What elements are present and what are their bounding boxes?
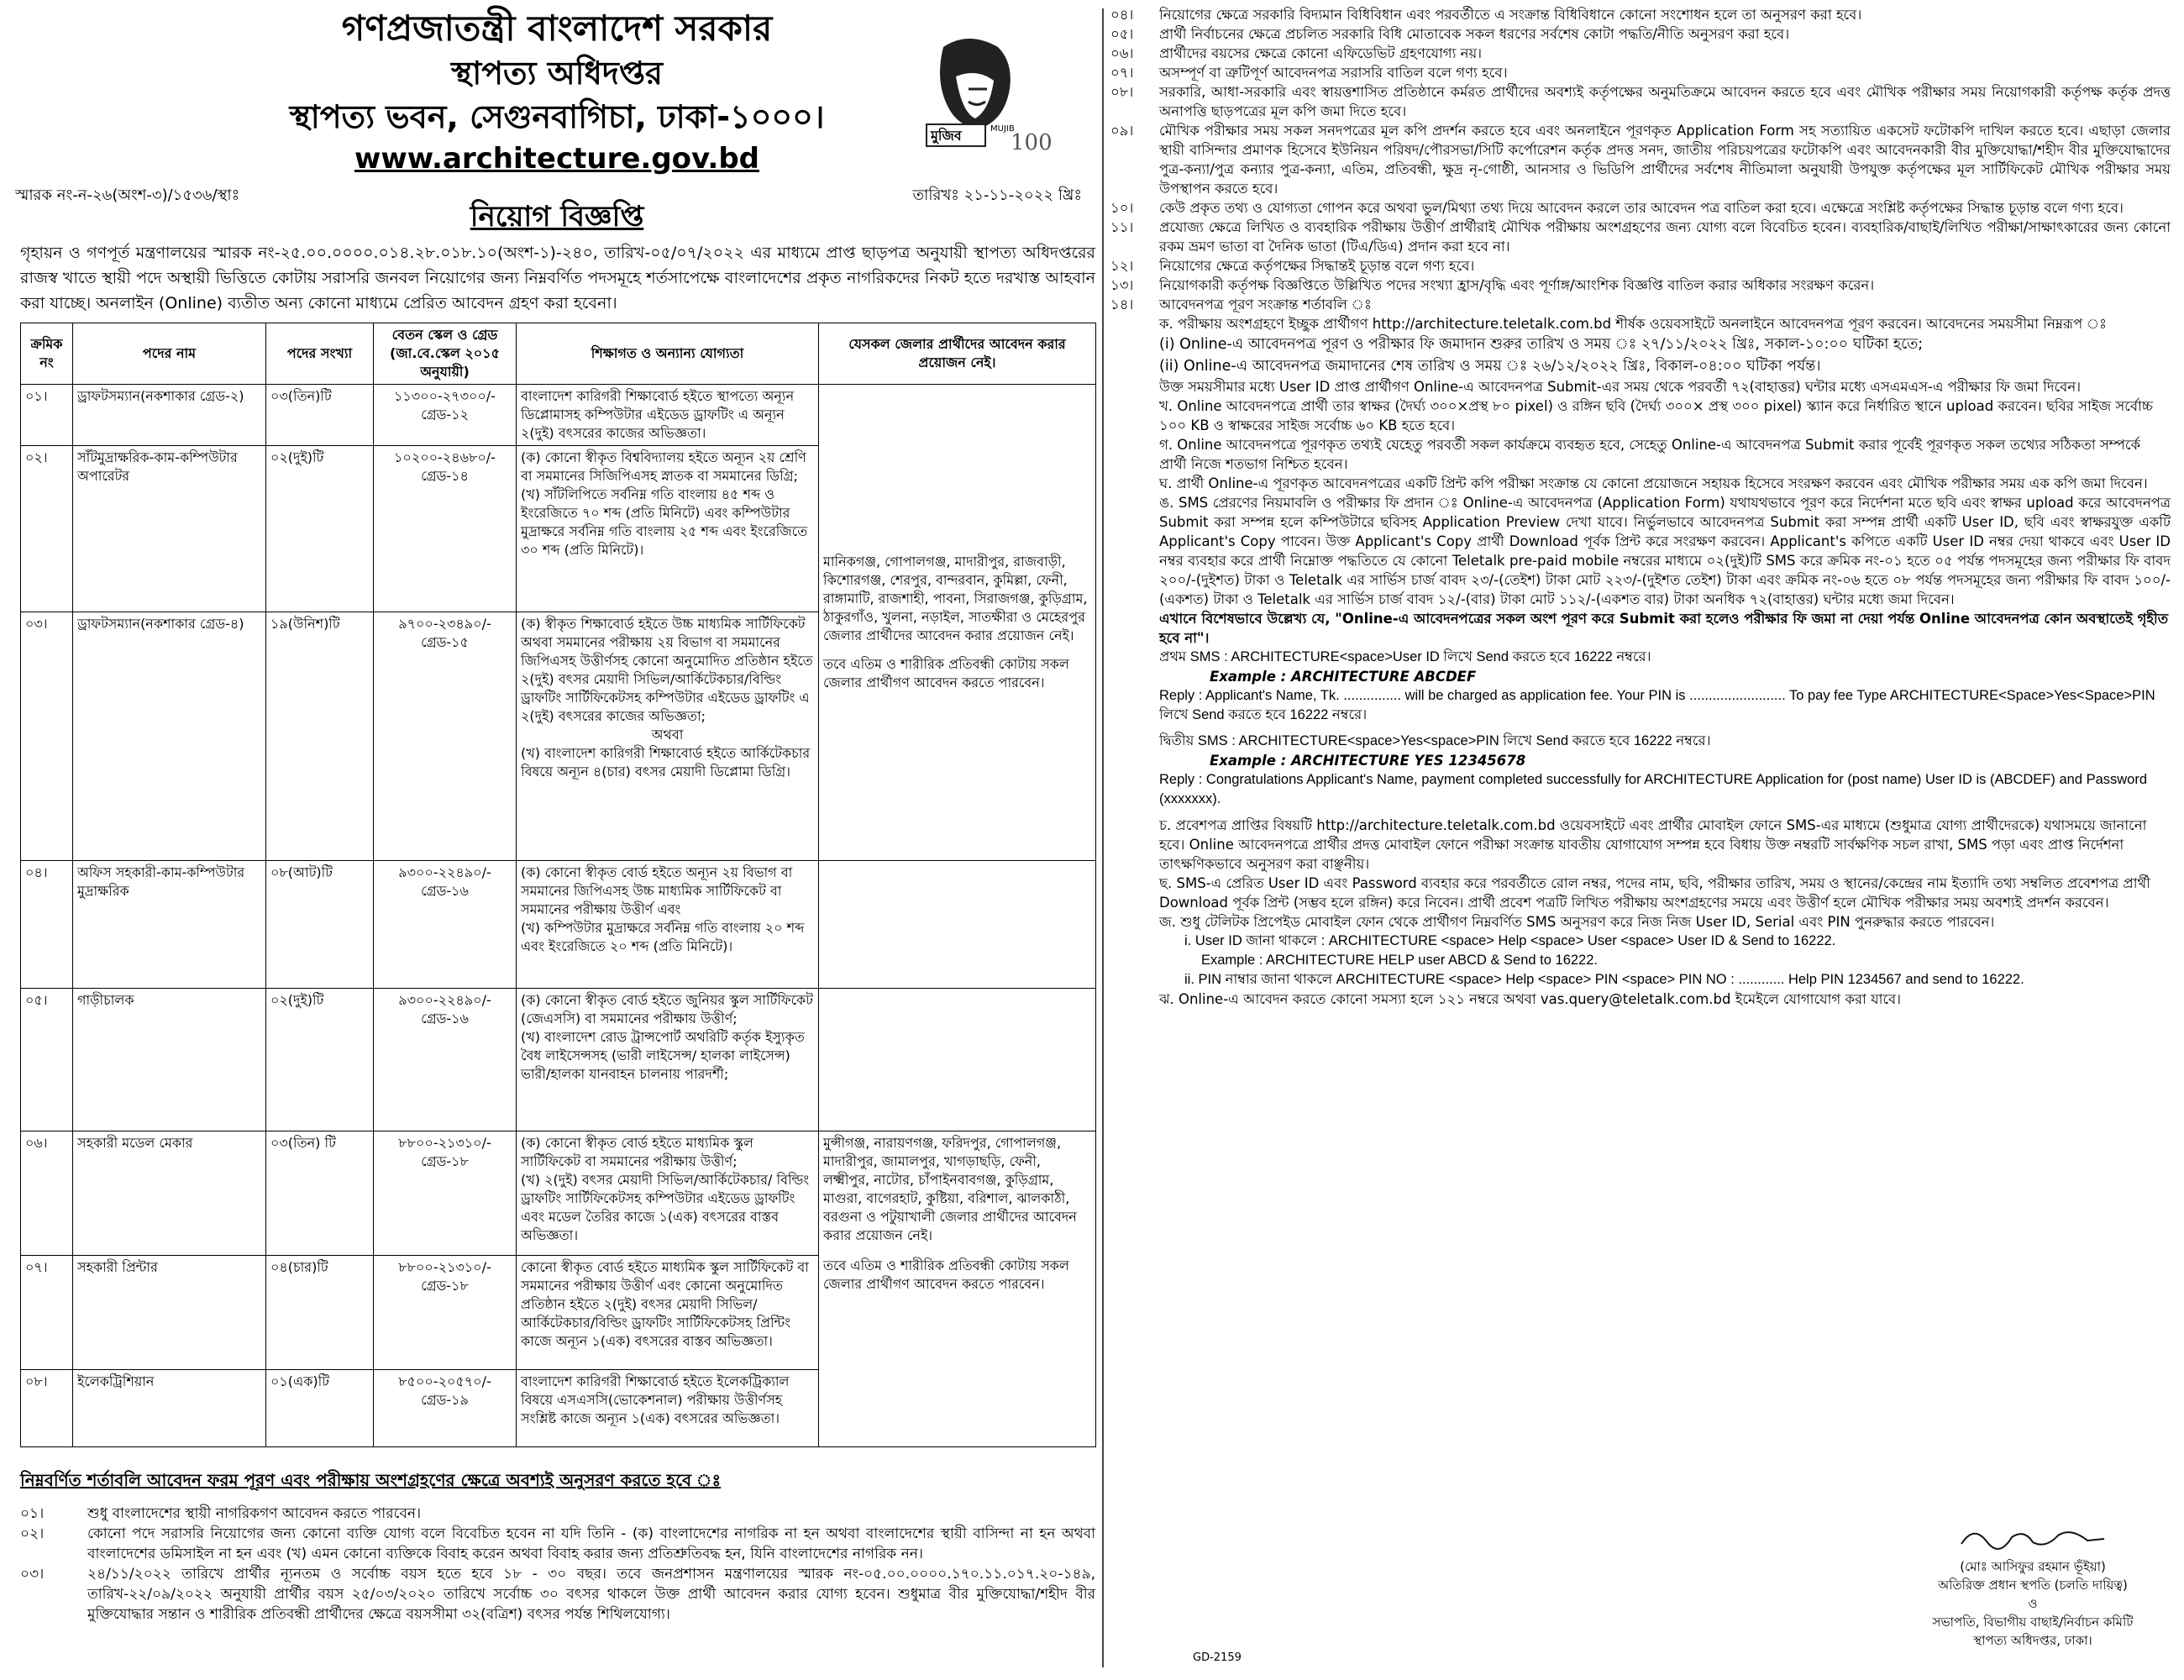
qualification-item: (খ) বাংলাদেশ কারিগরী শিক্ষাবোর্ড হইতে আর্কিটেকচার বিষয়ে অন্যূন ৪(চার) বৎসর মেয়াদী ডিপ্লোমা ডিগ্রি। xyxy=(521,745,811,780)
row-qualification xyxy=(517,612,819,861)
condition-number: ০৩। xyxy=(20,1566,45,1583)
qualification-item: কোনো স্বীকৃত বোর্ড হইতে মাধ্যমিক স্কুল সার্টিফিকেট বা সমমানের পরীক্ষায় উত্তীর্ণ এবং কোনো অনুমোদিত প্রতিষ্ঠান হইতে ২(দুই) বৎসর মেয়াদী সিভিল/আর্কিটেকচার/বিল্ডিং ড্রাফটিং সার্টিফিকেটসহ প্রিন্টিং কাজে অন্যূন ১(এক) বৎসরের বাস্তব অভিজ্ঞতা। xyxy=(521,1259,809,1349)
memo-number: স্মারক নং-ন-২৬(অংশ-৩)/১৫৩৬/স্থাঃ xyxy=(15,186,240,204)
grade: গ্রেড-১৬ xyxy=(421,1011,469,1026)
instruction-cha: চ. প্রবেশপত্র প্রাপ্তির বিষয়টি http://architecture.teletalk.com.bd ওয়েবসাইটে এবং প্রার্থীর মোবাইল ফোনে SMS-এর মাধ্যমে (শুধুমাত্র যোগ্য প্রার্থীদেরকে) যথাসময়ে জানানো হবে। Online আবেদনপত্রে প্রার্থীর প্রদত্ত মোবাইল ফোনে পরীক্ষা সংক্রান্ত যাবতীয় যোগাযোগ সম্পন্ন হবে বিধায় উক্ত নম্বরটি সার্বক্ষণিক সচল রাখা, SMS পড়া এবং প্রাপ্ত নির্দেশনা তাৎক্ষণিকভাবে অনুসরণ করা বাঞ্ছনীয়। xyxy=(1159,817,2147,872)
row-qualification xyxy=(517,1131,819,1256)
instruction-uma-emphasis: এখানে বিশেষভাবে উল্লেখ্য যে, "Online-এ আবেদনপত্রের সকল অংশ পূরণ করে Submit করা হলেও পরীক্ষার ফি জমা না দেয়া পর্যন্ত Online আবেদনপত্র কোন অবস্থাতেই গৃহীত হবে না"। xyxy=(1159,611,2169,646)
mujib-centenary-logo-icon xyxy=(910,30,1053,156)
grade: গ্রেড-১৯ xyxy=(421,1392,469,1408)
instruction-ka: ক. পরীক্ষায় অংশগ্রহণে ইচ্ছুক প্রার্থীগণ http://architecture.teletalk.com.bd শীর্ষক ওয়েবসাইটে অনলাইনে আবেদনপত্র পূরণ করবেন। আবেদনের সময়সীমা নিম্নরূপ ঃ xyxy=(1159,316,2107,332)
qualification-item: (খ) সাঁটলিপিতে সর্বনিম্ন গতি বাংলায় ৪৫ শব্দ ও ইংরেজিতে ৭০ শব্দ (প্রতি মিনিটে) এবং কম্পিউটার মুদ্রাক্ষরে সর্বনিম্ন গতি বাংলায় ২৫ শব্দ এবং ইংরেজিতে ৩০ শব্দ (প্রতি মিনিটে)। xyxy=(521,486,808,558)
condition-text: নিয়োগকারী কর্তৃপক্ষ বিজ্ঞপ্তিতে উল্লিখিত পদের সংখ্যা হ্রাস/বৃদ্ধি এবং পূর্ণাঙ্গ/আংশিক বিজ্ঞপ্তি বাতিল করার অধিকার সংরক্ষণ করেন। xyxy=(1159,277,1875,293)
condition-item xyxy=(20,1504,1095,1524)
grade: গ্রেড-১৪ xyxy=(421,468,469,484)
condition-item xyxy=(1110,63,2171,82)
condition-text: নিয়োগের ক্ষেত্রে সরকারি বিদ্যমান বিধিবিধান এবং পরবর্তীতে এ সংক্রান্ত বিধিবিধানে কোনো সংশোধন হলে তা অনুসরণ করা হবে। xyxy=(1159,7,1862,23)
grade: গ্রেড-১২ xyxy=(421,407,469,423)
col-post-count: পদের সংখ্যা xyxy=(266,323,374,385)
table-row xyxy=(21,861,1096,989)
districts-empty-cell xyxy=(819,861,1096,989)
left-column xyxy=(15,5,1099,1668)
pay-scale: ১১৩০০-২৭৩০০/- xyxy=(394,388,496,404)
conditions-right xyxy=(1110,5,2171,1009)
department-address: স্থাপত্য ভবন, সেগুনবাগিচা, ঢাকা-১০০০। xyxy=(289,98,825,135)
row-serial: ০৬। xyxy=(21,1131,73,1256)
qualification-item: বাংলাদেশ কারিগরী শিক্ষাবোর্ড হইতে স্থাপত্যে অন্যূন ডিপ্লোমাসহ কম্পিউটার এইডেড ড্রাফটিং এ অন্যূন ২(দুই) বৎসরের কাজের অভিজ্ঞতা। xyxy=(521,388,795,441)
qualification-item: (ক) স্বীকৃত শিক্ষাবোর্ড হইতে উচ্চ মাধ্যমিক সার্টিফিকেট অথবা সমমানের পরীক্ষায় ২য় বিভাগ বা সমমানের জিপিএসহ উত্তীর্ণসহ কোনো অনুমোদিত প্রতিষ্ঠান হইতে ২(দুই) বৎসর মেয়াদী সিভিল/আর্কিটেকচার/বিল্ডিং ড্রাফটিং সার্টিফিকেটসহ কম্পিউটার এইডেড ড্রাফটিং এ ২(দুই) বৎসরের কাজের অভিজ্ঞতা; xyxy=(521,616,813,724)
condition-item xyxy=(1110,5,2171,24)
instruction-end-date: (ii) Online-এ আবেদনপত্র জমাদানের শেষ তারিখ ও সময় ঃ ২৬/১২/২০২২ খ্রিঃ, বিকাল-০৪:০০ ঘটিকা পর্যন্ত। xyxy=(1159,358,1821,375)
row-serial: ০৪। xyxy=(21,861,73,989)
condition-item xyxy=(1110,44,2171,63)
row-serial: ০৭। xyxy=(21,1256,73,1370)
col-post-name: পদের নাম xyxy=(73,323,266,385)
district-list: মানিকগঞ্জ, গোপালগঞ্জ, মাদারীপুর, রাজবাড়ী, কিশোরগঞ্জ, শেরপুর, বান্দরবান, কুমিল্লা, ফেনী, রাঙ্গামাটি, রাজশাহী, পাবনা, সিরাজগঞ্জ, কুড়িগ্রাম, ঠাকুরগাঁও, খুলনা, নড়াইল, সাতক্ষীরা ও মেহেরপুর জেলার প্রার্থীদের আবেদন করার প্রয়োজন নেই। xyxy=(823,554,1088,643)
first-sms-example: Example : ARCHITECTURE ABCDEF xyxy=(1210,669,1477,685)
condition-number: ০৬। xyxy=(1110,45,1134,61)
table-row xyxy=(21,385,1096,446)
grade: গ্রেড-১৮ xyxy=(421,1153,469,1169)
condition-number: ১১। xyxy=(1110,219,1134,235)
districts-excluded-b xyxy=(819,1131,1096,1447)
row-pay-scale xyxy=(374,1131,517,1256)
conditions-title: নিম্নবর্ণিত শর্তাবলি আবেদন ফরম পূরণ এবং পরীক্ষায় অংশগ্রহণের ক্ষেত্রে অবশ্যই অনুসরণ করতে হবে ঃ xyxy=(20,1470,722,1490)
condition-number: ১৩। xyxy=(1110,277,1134,293)
row-post-count: ০৪(চার)টি xyxy=(266,1256,374,1370)
qualification-item: (খ) কম্পিউটার মুদ্রাক্ষরে সর্বনিম্ন গতি বাংলায় ২০ শব্দ এবং ইংরেজিতে ২০ শব্দ (প্রতি মিনিটে)। xyxy=(521,920,805,954)
pay-scale: ৯৭০০-২৩৪৯০/- xyxy=(398,616,491,632)
condition-text: কোনো পদে সরাসরি নিয়োগের জন্য কোনো ব্যক্তি যোগ্য বলে বিবেচিত হবেন না যদি তিনি - (ক) বাংলাদেশের নাগরিক না হন অথবা বাংলাদেশের স্থায়ী বাসিন্দা না হন অথবা বাংলাদেশের ডমিসাইল না হন এবং (খ) এমন কোনো ব্যক্তিকে বিবাহ করেন অথবা বিবাহ করার জন্য প্রতিশ্রুতিবদ্ধ হন, যিনি বাংলাদেশের নাগরিক নন। xyxy=(87,1525,1095,1562)
condition-number: ০৫। xyxy=(1110,26,1134,42)
condition-item xyxy=(20,1524,1095,1564)
second-sms: দ্বিতীয় SMS : ARCHITECTURE<space>Yes<space>PIN লিখে Send করতে হবে 16222 নম্বরে। xyxy=(1159,733,1711,748)
condition-text: শুধু বাংলাদেশের স্থায়ী নাগরিকগণ আবেদন করতে পারবেন। xyxy=(87,1505,422,1522)
column-divider xyxy=(1102,8,1104,1667)
row-qualification xyxy=(517,861,819,989)
condition-text: মৌখিক পরীক্ষার সময় সকল সনদপত্রের মূল কপি প্রদর্শন করতে হবে এবং অনলাইনে পূরণকৃত Application Form সহ সত্যায়িত একসেট ফটোকপি দাখিল করতে হবে। এছাড়া জেলার স্থায়ী বাসিন্দার প্রমাণক হিসেবে ইউনিয়ন পরিষদ/পৌরসভা/সিটি কর্পোরেশন কর্তৃক প্রদত্ত সনদ, জাতীয় পরিচয়পত্রের ফটোকপি এবং আবেদনকারী বীর মুক্তিযোদ্ধা/শহীদ বীর মুক্তিযোদ্ধাদের পুত্র-কন্যা/পুত্র কন্যার পুত্র-কন্যা, এতিম, প্রতিবন্ধী, ক্ষুদ্র নৃ-গোষ্ঠী, আনসার ও ভিডিপি প্রার্থীদের সর্বশেষ নীতিমালা অনুযায়ী উপযুক্ত কর্তৃপক্ষের মূল সার্টিফিকেট মৌখিক পরীক্ষার সময় উপস্থাপন করতে হবে। xyxy=(1159,123,2171,197)
row-post-name: অফিস সহকারী-কাম-কম্পিউটার মুদ্রাক্ষরিক xyxy=(73,861,266,989)
pay-scale: ৮৮০০-২১৩১০/- xyxy=(398,1259,491,1275)
qualification-item: (ক) কোনো স্বীকৃত বোর্ড হইতে মাধ্যমিক স্কুল সার্টিফিকেট বা সমমানের পরীক্ষায় উত্তীর্ণ; xyxy=(521,1135,753,1169)
pay-scale: ৮৮০০-২১৩১০/- xyxy=(398,1135,491,1151)
application-instructions xyxy=(1110,314,2171,1009)
row-post-name: সহকারী মডেল মেকার xyxy=(73,1131,266,1256)
condition-text: ২৪/১১/২০২২ তারিখে প্রার্থীর ন্যূনতম ও সর্বোচ্চ বয়স হতে হবে ১৮ - ৩০ বছর। তবে জনপ্রশাসন মন্ত্রণালয়ের স্মারক নং-০৫.০০.০০০০.১৭০.১১.০১৭.২০-১৪৯, তারিখ-২২/০৯/২০২২ অনুযায়ী প্রার্থীর বয়স ২৫/০৩/২০২০ তারিখে সর্বোচ্চ ৩০ বৎসর থাকলে উক্ত প্রার্থী আবেদন করার যোগ্য হবেন। শুধুমাত্র বীর মুক্তিযোদ্ধা/শহীদ বীর মুক্তিযোদ্ধার সন্তান ও শারীরিক প্রতিবন্ধী প্রার্থীদের ক্ষেত্রে বয়সসীমা ৩২(বত্রিশ) বৎসর পর্যন্ত শিথিলযোগ্য। xyxy=(87,1566,1095,1623)
first-sms-reply: Reply : Applicant's Name, Tk. ............... will be charged as application fee. Your PIN is ......................... To pay fee Type ARCHITECTURE<Space>Yes<Space>PIN লিখে Send করতে হবে 16222 নম্বরে। xyxy=(1159,688,2155,722)
condition-item xyxy=(1110,218,2171,256)
qualification-item: (ক) কোনো স্বীকৃত বিশ্ববিদ্যালয় হইতে অন্যূন ২য় শ্রেণি বা সমমানের সিজিপিএসহ স্নাতক বা সমমানের ডিগ্রি; xyxy=(521,449,806,484)
table-row xyxy=(21,989,1096,1131)
govt-name: গণপ্রজাতন্ত্রী বাংলাদেশ সরকার xyxy=(341,8,773,49)
second-sms-example: Example : ARCHITECTURE YES 12345678 xyxy=(1210,753,1526,769)
instruction-after: উক্ত সময়সীমার মধ্যে User ID প্রাপ্ত প্রার্থীগণ Online-এ আবেদনপত্র Submit-এর সময় থেকে পরবর্তী ৭২(বাহাত্তর) ঘন্টার মধ্যে এসএমএস-এ পরীক্ষার ফি জমা দিবেন। xyxy=(1159,379,2082,395)
row-post-count: ০২(দুই)টি xyxy=(266,446,374,612)
condition-text: প্রার্থীদের বয়সের ক্ষেত্রে কোনো এফিডেভিট গ্রহণযোগ্য নয়। xyxy=(1159,45,1483,61)
district-exception: তবে এতিম ও শারীরিক প্রতিবন্ধী কোটায় সকল জেলার প্রার্থীগণ আবেদন করতে পারবেন। xyxy=(823,1257,1069,1292)
qualification-item: (খ) ২(দুই) বৎসর মেয়াদী সিভিল/আর্কিটেকচার/ বিল্ডিং ড্রাফটিং সার্টিফিকেটসহ কম্পিউটার এইডেড ড্রাফটিং এবং মডেল তৈরির কাজে ১(এক) বৎসরের বাস্তব অভিজ্ঞতা। xyxy=(521,1172,810,1243)
row-serial: ০৩। xyxy=(21,612,73,861)
memo-date: তারিখঃ ২১-১১-২০২২ খ্রিঃ xyxy=(912,186,1082,204)
svg-text:MUJIB: MUJIB xyxy=(990,124,1015,134)
notice-title: নিয়োগ বিজ্ঞপ্তি xyxy=(470,200,644,234)
row-post-count: ০২(দুই)টি xyxy=(266,989,374,1131)
condition-item xyxy=(20,1564,1095,1625)
row-qualification xyxy=(517,446,819,612)
signature-block xyxy=(1890,1520,2176,1650)
condition-text: কেউ প্রকৃত তথ্য ও যোগ্যতা গোপন করে অথবা ভুল/মিথ্যা তথ্য দিয়ে আবেদন করলে তার আবেদন পত্র বাতিল করা হবে। এক্ষেত্রে সংশ্লিষ্ট কর্তৃপক্ষের সিদ্ধান্ত চূড়ান্ত বলে গণ্য হবে। xyxy=(1159,200,2124,216)
col-districts: যেসকল জেলার প্রার্থীদের আবেদন করার প্রয়োজন নেই। xyxy=(819,323,1096,385)
row-post-name: ইলেকট্রিশিয়ান xyxy=(73,1370,266,1447)
condition-item xyxy=(1110,256,2171,276)
pay-scale: ৯৩০০-২২৪৯০/- xyxy=(398,992,491,1008)
qualification-item: (ক) কোনো স্বীকৃত বোর্ড হইতে অন্যূন ২য় বিভাগ বা সমমানের জিপিএসহ উচ্চ মাধ্যমিক সার্টিফিকেট বা সমমানের পরীক্ষায় উত্তীর্ণ এবং xyxy=(521,864,793,917)
row-pay-scale xyxy=(374,989,517,1131)
row-post-name: ড্রাফটসম্যান(নকশাকার গ্রেড-২) xyxy=(73,385,266,446)
row-post-count: ০৩(তিন) টি xyxy=(266,1131,374,1256)
condition-text: অসম্পূর্ণ বা ত্রুটিপূর্ণ আবেদনপত্র সরাসরি বাতিল বলে গণ্য হবে। xyxy=(1159,65,1508,81)
condition-item xyxy=(1110,276,2171,295)
instruction-jha: ঝ. Online-এ আবেদন করতে কোনো সমস্যা হলে ১২১ নম্বরে অথবা vas.query@teletalk.com.bd ইমেইলে যোগাযোগ করা যাবে। xyxy=(1159,991,1902,1007)
col-qualification: শিক্ষাগত ও অন্যান্য যোগ্যতা xyxy=(517,323,819,385)
condition-number: ০১। xyxy=(20,1505,45,1522)
row-pay-scale xyxy=(374,1370,517,1447)
row-qualification xyxy=(517,385,819,446)
row-pay-scale xyxy=(374,385,517,446)
footer-code: GD-2159 xyxy=(1193,1651,1242,1664)
condition-text: নিয়োগের ক্ষেত্রে কর্তৃপক্ষের সিদ্ধান্তই চূড়ান্ত বলে গণ্য হবে। xyxy=(1159,258,1475,274)
signatory-name: (মোঃ আসিফুর রহমান ভূঁইয়া) xyxy=(1960,1559,2106,1574)
conditions-left xyxy=(20,1504,1095,1625)
row-qualification xyxy=(517,1256,819,1370)
signatory-role: অতিরিক্ত প্রধান স্থপতি (চলতি দায়িত্ব) xyxy=(1938,1578,2128,1593)
signatory-office: স্থাপত্য অধিদপ্তর, ঢাকা। xyxy=(1973,1633,2092,1648)
qualification-item: (খ) বাংলাদেশ রোড ট্রান্সপোর্ট অথরিটি কর্তৃক ইস্যুকৃত বৈধ লাইসেন্সসহ (ভারী লাইসেন্স/ হালকা লাইসেন্স) ভারী/হালকা যানবাহন চালনায় পারদর্শী; xyxy=(521,1029,805,1082)
condition-item xyxy=(1110,24,2171,44)
pay-scale: ১০২০০-২৪৬৮০/- xyxy=(394,449,496,465)
row-serial: ০৮। xyxy=(21,1370,73,1447)
grade: গ্রেড-১৬ xyxy=(421,883,469,899)
instruction-ja: জ. শুধু টেলিটক প্রিপেইড মোবাইল ফোন থেকে প্রার্থীগণ নিম্নবর্ণিত SMS অনুসরণ করে নিজ নিজ User ID, Serial এবং PIN পুনরুদ্ধার করতে পারবেন। xyxy=(1159,914,1995,930)
row-post-name: সহকারী প্রিন্টার xyxy=(73,1256,266,1370)
condition-number: ১২। xyxy=(1110,258,1134,274)
row-post-count: ০৮(আট)টি xyxy=(266,861,374,989)
table-header-row xyxy=(21,323,1096,385)
row-serial: ০১। xyxy=(21,385,73,446)
instruction-kha: খ. Online আবেদনপত্রে প্রার্থী তার স্বাক্ষর (দৈর্ঘ্য ৩০০×প্রস্থ ৮০ pixel) ও রঙ্গিন ছবি (দৈর্ঘ্য ৩০০× প্রস্থ ৩০০ pixel) স্ক্যান করে নির্ধারিত স্থানে upload করবেন। ছবির সাইজ সর্বোচ্চ ১০০ KB ও স্বাক্ষরের সাইজ সর্বোচ্চ ৬০ KB হতে হবে। xyxy=(1159,398,2154,433)
col-pay-scale: বেতন স্কেল ও গ্রেড (জা.বে.স্কেল ২০১৫ অনুযায়ী) xyxy=(374,323,517,385)
row-post-name: ড্রাফটসম্যান(নকশাকার গ্রেড-৪) xyxy=(73,612,266,861)
svg-text:মুজিব: মুজিব xyxy=(931,128,962,144)
condition-text: প্রার্থী নির্বাচনের ক্ষেত্রে প্রচলিত সরকারি বিধি মোতাবেক সকল ধরণের সর্বশেষ কোটা পদ্ধতি/নীতি অনুসরণ করা হবে। xyxy=(1159,26,1790,42)
website-link[interactable]: www.architecture.gov.bd xyxy=(354,142,760,176)
qualification-item: (ক) কোনো স্বীকৃত বোর্ড হইতে জুনিয়র স্কুল সার্টিফিকেট (জেএসসি) বা সমমানের পরীক্ষায় উত্তীর্ণ; xyxy=(521,992,813,1026)
row-qualification xyxy=(517,1370,819,1447)
qualification-or: অথবা xyxy=(651,727,684,743)
condition-number: ০৭। xyxy=(1110,65,1134,81)
districts-empty-cell xyxy=(819,989,1096,1131)
grade: গ্রেড-১৫ xyxy=(421,634,469,650)
condition-number: ১৪। xyxy=(1110,297,1134,312)
first-sms: প্রথম SMS : ARCHITECTURE<space>User ID লিখে Send করতে হবে 16222 নম্বরে। xyxy=(1159,649,1651,664)
row-post-count: ০১(এক)টি xyxy=(266,1370,374,1447)
signatory-committee: সভাপতি, বিভাগীয় বাছাই/নির্বাচন কমিটি xyxy=(1932,1614,2134,1630)
instruction-ja-i-example: Example : ARCHITECTURE HELP user ABCD & Send to 16222. xyxy=(1201,953,1598,968)
pay-scale: ৮৫০০-২০৫৭০/- xyxy=(398,1373,491,1389)
condition-item xyxy=(1110,198,2171,218)
row-pay-scale xyxy=(374,612,517,861)
row-pay-scale xyxy=(374,446,517,612)
col-serial: ক্রমিক নং xyxy=(21,323,73,385)
row-serial: ০৫। xyxy=(21,989,73,1131)
condition-text: সরকারি, আধা-সরকারি এবং স্বায়ত্তশাসিত প্রতিষ্ঠানে কর্মরত প্রার্থীদের অবশ্যই কর্তৃপক্ষের অনুমতিক্রমে আবেদন করতে হবে এবং মৌখিক পরীক্ষার সময় নিয়োগকারী কর্তৃপক্ষ কর্তৃক প্রদত্ত অনাপত্তি ছাড়পত্রের মূল কপি জমা দিতে হবে। xyxy=(1159,84,2171,119)
svg-text:100: 100 xyxy=(1011,130,1053,155)
condition-number: ০৮। xyxy=(1110,84,1134,100)
instruction-ja-ii: ii. PIN নাম্বার জানা থাকলে ARCHITECTURE <space> Help <space> PIN <space> PIN NO : ............ Help PIN 1234567 and send to 16222. xyxy=(1184,972,2024,987)
district-exception: তবে এতিম ও শারীরিক প্রতিবন্ধী কোটায় সকল জেলার প্রার্থীগণ আবেদন করতে পারবেন। xyxy=(823,656,1069,690)
qualification-item: বাংলাদেশ কারিগরী শিক্ষাবোর্ড হইতে ইলেকট্রিক্যাল বিষয়ে এসএসসি(ভোকেশনাল) পরীক্ষায় উত্তীর্ণসহ সংশ্লিষ্ট কাজে অন্যূন ১(এক) বৎসরের অভিজ্ঞতা। xyxy=(521,1373,790,1426)
instruction-chha: ছ. SMS-এ প্রেরিত User ID এবং Password ব্যবহার করে পরবর্তীতে রোল নম্বর, পদের নাম, ছবি, পরীক্ষার তারিখ, সময় ও স্থানের/কেন্দ্রের নাম ইত্যাদি তথ্য সম্বলিত প্রবেশপত্র প্রার্থী Download পূর্বক প্রিন্ট (সম্ভব হলে রঙ্গিন) করে নিবেন। প্রার্থী প্রবেশ পত্রটি লিখিত পরীক্ষায় অংশগ্রহণের সময়ে এবং উত্তীর্ণ হলে মৌখিক পরীক্ষার সময় অবশ্যই প্রদর্শন করবেন। xyxy=(1159,875,2150,911)
condition-text: আবেদনপত্র পূরণ সংক্রান্ত শর্তাবলি ঃ xyxy=(1159,297,1372,312)
instruction-start-date: (i) Online-এ আবেদনপত্র পূরণ ও পরীক্ষার ফি জমাদান শুরুর তারিখ ও সময় ঃ ২৭/১১/২০২২ খ্রিঃ, সকাল-১০:০০ ঘটিকা হতে; xyxy=(1159,336,1924,353)
instruction-uma: ঙ. SMS প্রেরণের নিয়মাবলি ও পরীক্ষার ফি প্রদান ঃ Online-এ আবেদনপত্র (Application Form) যথাযথভাবে পূরণ করে নির্দেশনা মতে ছবি এবং স্বাক্ষর upload করে আবেদনপত্র Submit করা সম্পন্ন হলে কম্পিউটারে ছবিসহ Application Preview দেখা যাবে। নির্ভুলভাবে আবেদনপত্র Submit করা সম্পন্ন প্রার্থী একটি User ID, ছবি এবং স্বাক্ষরযুক্ত একটি Applicant's Copy পাবেন। উক্ত Applicant's Copy প্রার্থী Download পূর্বক প্রিন্ট করে সংরক্ষণ করবেন। Applicant's কপিতে একটি User ID নম্বর দেয়া থাকবে এবং User ID নম্বর ব্যবহার করে প্রার্থী নিম্নোক্ত পদ্ধতিতে যে কোনো Teletalk pre-paid mobile নম্বরের মাধ্যমে ০২(দুই)টি SMS করে ক্রমিক নং-০১ হতে ০৫ পর্যন্ত পদসমূহের জন্য পরীক্ষার ফি বাবদ ২০০/-(দুইশত) টাকা ও Teletalk এর সার্ভিস চার্জ বাবদ ২৩/-(তেইশ) টাকা মোট ২২৩/-(দুইশত তেইশ) টাকা এবং ক্রমিক নং-০৬ হতে ০৮ পর্যন্ত পদসমূহের জন্য পরীক্ষার ফি বাবদ ১০০/-(একশত) টাকা ও Teletalk এর সার্ভিস চার্জ বাবদ ১২/-(বার) টাকা মোট ১১২/-(একশত বার) টাকা অনধিক ৭২(বাহাত্তর) ঘন্টার মধ্যে জমা দিবেন। xyxy=(1159,495,2171,607)
row-post-count: ১৯(উনিশ)টি xyxy=(266,612,374,861)
table-row xyxy=(21,1131,1096,1256)
notice-intro: গৃহায়ন ও গণপূর্ত মন্ত্রণালয়ের স্মারক নং-২৫.০০.০০০০.০১৪.২৮.০১৮.১০(অংশ-১)-২৪০, তারিখ-০৫/০৭/২০২২ এর মাধ্যমে প্রাপ্ত ছাড়পত্র অনুযায়ী স্থাপত্য অধিদপ্তরের রাজস্ব খাতে স্থায়ী পদে অস্থায়ী ভিত্তিতে কোটায় সরাসরি জনবল নিয়োগের জন্য নিম্নবর্ণিত পদসমূহে শর্তসাপেক্ষে বাংলাদেশের প্রকৃত নাগরিকদের নিকট হতে দরখাস্ত আহবান করা যাচ্ছে। অনলাইন (Online) ব্যতীত অন্য কোনো মাধ্যমে প্রেরিত আবেদন গ্রহণ করা হবেনা। xyxy=(20,244,1095,312)
condition-item xyxy=(1110,82,2171,121)
signatory-role-and: ও xyxy=(2028,1596,2038,1611)
instruction-ga: গ. Online আবেদনপত্রে পূরণকৃত তথ্যই যেহেতু পরবর্তী সকল কার্যক্রমে ব্যবহৃত হবে, সেহেতু Online-এ আবেদনপত্র Submit করার পূর্বেই পূরণকৃত সকল তথ্যের সঠিকতা সম্পর্কে প্রার্থী নিজে শতভাগ নিশ্চিত হবেন। xyxy=(1159,437,2141,472)
condition-item xyxy=(1110,121,2171,198)
row-post-name: সাঁটমুদ্রাক্ষরিক-কাম-কম্পিউটার অপারেটর xyxy=(73,446,266,612)
posts-table xyxy=(20,323,1096,1447)
row-post-count: ০৩(তিন)টি xyxy=(266,385,374,446)
grade: গ্রেড-১৮ xyxy=(421,1278,469,1294)
row-serial: ০২। xyxy=(21,446,73,612)
condition-number: ০৯। xyxy=(1110,123,1134,139)
districts-excluded-a xyxy=(819,385,1096,861)
row-post-name: গাড়ীচালক xyxy=(73,989,266,1131)
row-pay-scale xyxy=(374,1256,517,1370)
row-qualification xyxy=(517,989,819,1131)
pay-scale: ৯৩০০-২২৪৯০/- xyxy=(398,864,491,880)
condition-number: ০২। xyxy=(20,1525,45,1542)
condition-item xyxy=(1110,295,2171,314)
condition-number: ০৪। xyxy=(1110,7,1134,23)
department-name: স্থাপত্য অধিদপ্তর xyxy=(451,55,663,92)
signature-icon xyxy=(1953,1520,2113,1554)
condition-number: ১০। xyxy=(1110,200,1134,216)
district-list: মুন্সীগঞ্জ, নারায়ণগঞ্জ, ফরিদপুর, গোপালগঞ্জ, মাদারীপুর, জামালপুর, খাগড়াছড়ি, ফেনী, লক্ষ্মীপুর, নাটোর, চাঁপাইনবাবগঞ্জ, কুড়িগ্রাম, মাগুরা, বাগেরহাট, কুষ্টিয়া, বরিশাল, ঝালকাঠী, বরগুনা ও পটুয়াখালী জেলার প্রার্থীদের আবেদন করার প্রয়োজন নেই। xyxy=(823,1135,1077,1243)
row-pay-scale xyxy=(374,861,517,989)
second-sms-reply: Reply : Congratulations Applicant's Name, payment completed successfully for ARCHITECTURE Application for (post name) User ID is (ABCDEF) and Password (xxxxxxx). xyxy=(1159,772,2148,806)
instruction-ja-i: i. User ID জানা থাকলে : ARCHITECTURE <space> Help <space> User <space> User ID & Send to 16222. xyxy=(1184,933,1836,948)
condition-text: প্রযোজ্য ক্ষেত্রে লিখিত ও ব্যবহারিক পরীক্ষায় উত্তীর্ণ প্রার্থীরাই মৌখিক পরীক্ষায় অংশগ্রহণের জন্য যোগ্য বলে বিবেচিত হবেন। ব্যবহারিক/বাছাই/লিখিত পরীক্ষা/সাক্ষাৎকারের জন্য কোনো রকম ভ্রমণ ভাতা বা দৈনিক ভাতা (টিএ/ডিএ) প্রদান করা হবে না। xyxy=(1159,219,2171,255)
instruction-gha: ঘ. প্রার্থী Online-এ পূরণকৃত আবেদনপত্রের একটি প্রিন্ট কপি পরীক্ষা সংক্রান্ত যে কোনো প্রয়োজনে সহায়ক হিসেবে সংরক্ষণ করবেন এবং মৌখিক পরীক্ষার সময় এক কপি জমা দিবেন। xyxy=(1159,475,2148,491)
right-column xyxy=(1110,5,2171,1668)
